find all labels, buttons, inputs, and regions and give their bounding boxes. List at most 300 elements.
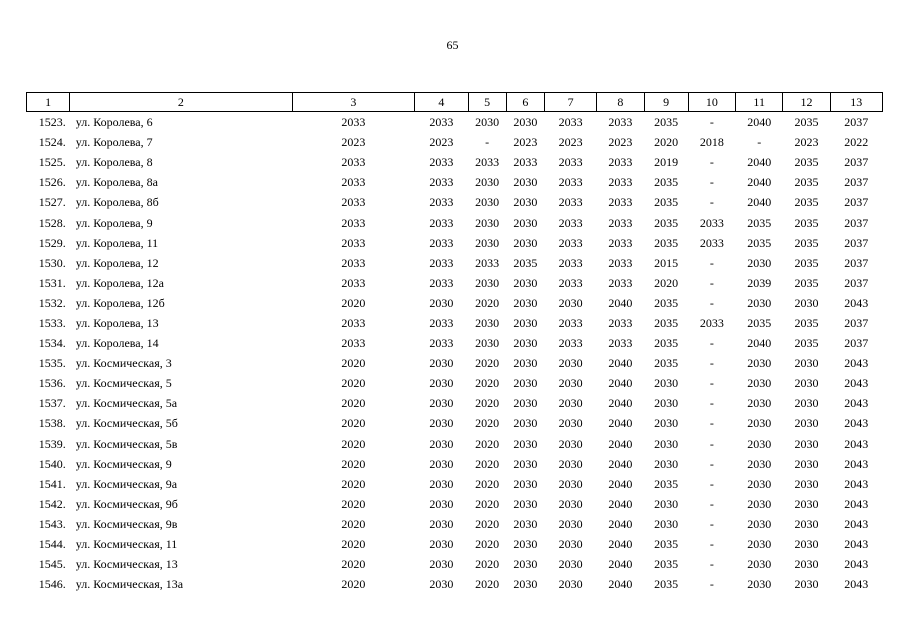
year-cell: 2035: [747, 315, 772, 330]
year-cell: 2033: [608, 315, 633, 330]
year-cell: 2020: [341, 537, 366, 552]
column-header: 9: [644, 93, 688, 112]
year-cell: 2030: [654, 416, 679, 431]
year-cell: -: [709, 516, 714, 531]
year-cell: 2030: [429, 376, 454, 391]
row-number: 1528.: [38, 215, 66, 230]
year-cell: 2030: [747, 295, 772, 310]
year-cell: 2030: [513, 557, 538, 572]
column-header: 1: [27, 93, 70, 112]
year-cell: 2040: [608, 456, 633, 471]
year-cell: 2040: [608, 376, 633, 391]
table-row: [27, 373, 883, 393]
year-cell: 2033: [558, 336, 583, 351]
year-cell: 2035: [747, 215, 772, 230]
year-cell: 2035: [654, 315, 679, 330]
address-cell: ул. Космическая, 9а: [75, 476, 178, 491]
row-number: 1541.: [38, 476, 66, 491]
year-cell: 2035: [794, 235, 819, 250]
header-row: [27, 93, 883, 112]
year-cell: 2043: [844, 557, 869, 572]
year-cell: 2030: [475, 336, 500, 351]
year-cell: 2040: [608, 396, 633, 411]
year-cell: 2030: [475, 315, 500, 330]
year-cell: 2033: [341, 155, 366, 170]
year-cell: 2033: [341, 175, 366, 190]
year-cell: -: [709, 476, 714, 491]
year-cell: 2035: [654, 235, 679, 250]
address-cell: ул. Королева, 12: [75, 255, 159, 270]
year-cell: 2030: [475, 175, 500, 190]
year-cell: 2035: [747, 235, 772, 250]
year-cell: 2043: [844, 396, 869, 411]
address-cell: ул. Королева, 7: [75, 135, 153, 150]
year-cell: 2020: [341, 557, 366, 572]
year-cell: 2030: [513, 275, 538, 290]
year-cell: 2020: [341, 436, 366, 451]
year-cell: 2043: [844, 436, 869, 451]
year-cell: 2030: [794, 557, 819, 572]
row-number: 1532.: [38, 295, 66, 310]
year-cell: 2033: [341, 315, 366, 330]
address-cell: ул. Космическая, 5б: [75, 416, 178, 431]
year-cell: 2030: [794, 376, 819, 391]
year-cell: 2043: [844, 456, 869, 471]
year-cell: 2035: [794, 275, 819, 290]
year-cell: 2037: [844, 315, 869, 330]
year-cell: -: [709, 295, 714, 310]
year-cell: 2030: [475, 115, 500, 130]
row-number: 1546.: [38, 577, 66, 592]
row-number: 1542.: [38, 496, 66, 511]
year-cell: 2030: [513, 376, 538, 391]
row-number: 1538.: [38, 416, 66, 431]
year-cell: 2030: [747, 436, 772, 451]
year-cell: 2030: [747, 255, 772, 270]
year-cell: 2023: [429, 135, 454, 150]
year-cell: 2043: [844, 516, 869, 531]
row-number: 1533.: [38, 315, 66, 330]
address-cell: ул. Королева, 6: [75, 115, 153, 130]
year-cell: 2030: [429, 476, 454, 491]
year-cell: -: [709, 195, 714, 210]
table-row: [27, 293, 883, 313]
year-cell: 2033: [558, 175, 583, 190]
table-body: [27, 112, 883, 595]
year-cell: 2030: [475, 195, 500, 210]
year-cell: 2033: [558, 115, 583, 130]
year-cell: -: [757, 135, 762, 150]
row-number: 1543.: [38, 516, 66, 531]
address-cell: ул. Королева, 8б: [75, 195, 159, 210]
year-cell: 2043: [844, 416, 869, 431]
year-cell: 2040: [747, 115, 772, 130]
year-cell: 2033: [608, 175, 633, 190]
year-cell: 2040: [747, 195, 772, 210]
year-cell: 2033: [341, 235, 366, 250]
year-cell: 2020: [341, 496, 366, 511]
table-row: [27, 253, 883, 273]
year-cell: 2030: [558, 456, 583, 471]
year-cell: 2035: [654, 557, 679, 572]
year-cell: 2037: [844, 336, 869, 351]
year-cell: 2030: [513, 356, 538, 371]
year-cell: 2035: [654, 175, 679, 190]
table-row: [27, 152, 883, 172]
year-cell: -: [709, 255, 714, 270]
year-cell: 2030: [558, 356, 583, 371]
row-number: 1535.: [38, 356, 66, 371]
year-cell: 2033: [429, 175, 454, 190]
year-cell: 2033: [558, 235, 583, 250]
row-number: 1539.: [38, 436, 66, 451]
column-header: 8: [597, 93, 644, 112]
year-cell: 2040: [608, 577, 633, 592]
year-cell: 2033: [341, 215, 366, 230]
year-cell: 2030: [794, 456, 819, 471]
year-cell: 2033: [341, 336, 366, 351]
year-cell: 2035: [654, 336, 679, 351]
year-cell: 2033: [341, 195, 366, 210]
year-cell: 2030: [747, 456, 772, 471]
year-cell: 2020: [654, 275, 679, 290]
year-cell: 2020: [475, 376, 500, 391]
year-cell: -: [709, 436, 714, 451]
year-cell: 2040: [608, 416, 633, 431]
table-row: [27, 534, 883, 554]
address-cell: ул. Космическая, 13: [75, 557, 178, 572]
year-cell: 2033: [608, 115, 633, 130]
address-cell: ул. Королева, 12а: [75, 275, 164, 290]
year-cell: -: [709, 336, 714, 351]
year-cell: 2030: [654, 376, 679, 391]
column-header: 2: [70, 93, 292, 112]
year-cell: 2020: [341, 456, 366, 471]
year-cell: 2035: [794, 215, 819, 230]
year-cell: 2033: [558, 195, 583, 210]
table-row: [27, 474, 883, 494]
year-cell: 2030: [747, 537, 772, 552]
year-cell: 2030: [513, 577, 538, 592]
year-cell: 2043: [844, 376, 869, 391]
year-cell: 2020: [654, 135, 679, 150]
year-cell: 2030: [794, 356, 819, 371]
year-cell: 2033: [429, 315, 454, 330]
year-cell: 2033: [608, 255, 633, 270]
table-row: [27, 212, 883, 232]
year-cell: 2033: [608, 215, 633, 230]
year-cell: 2037: [844, 115, 869, 130]
address-cell: ул. Космическая, 5а: [75, 396, 178, 411]
year-cell: 2019: [654, 155, 679, 170]
year-cell: 2030: [654, 456, 679, 471]
table-row: [27, 132, 883, 152]
address-cell: ул. Королева, 8: [75, 155, 153, 170]
year-cell: 2033: [429, 275, 454, 290]
row-number: 1531.: [38, 275, 66, 290]
year-cell: -: [709, 456, 714, 471]
year-cell: 2040: [608, 557, 633, 572]
address-cell: ул. Королева, 13: [75, 315, 159, 330]
year-cell: 2020: [341, 356, 366, 371]
row-number: 1534.: [38, 336, 66, 351]
year-cell: 2020: [475, 496, 500, 511]
year-cell: 2030: [513, 195, 538, 210]
year-cell: 2030: [429, 295, 454, 310]
year-cell: 2033: [558, 155, 583, 170]
year-cell: 2030: [558, 376, 583, 391]
year-cell: 2033: [429, 336, 454, 351]
year-cell: 2030: [513, 496, 538, 511]
year-cell: 2030: [513, 315, 538, 330]
year-cell: -: [709, 577, 714, 592]
year-cell: 2033: [429, 255, 454, 270]
year-cell: 2033: [699, 235, 724, 250]
row-number: 1526.: [38, 175, 66, 190]
year-cell: 2033: [429, 195, 454, 210]
year-cell: 2020: [341, 516, 366, 531]
year-cell: 2033: [429, 235, 454, 250]
year-cell: 2023: [341, 135, 366, 150]
year-cell: 2035: [794, 195, 819, 210]
address-cell: ул. Космическая, 9б: [75, 496, 178, 511]
year-cell: 2043: [844, 295, 869, 310]
table-row: [27, 574, 883, 594]
year-cell: 2035: [794, 255, 819, 270]
year-cell: 2035: [654, 215, 679, 230]
table-row: [27, 353, 883, 373]
year-cell: 2023: [794, 135, 819, 150]
column-header: 10: [688, 93, 735, 112]
row-number: 1529.: [38, 235, 66, 250]
year-cell: 2030: [513, 175, 538, 190]
year-cell: 2037: [844, 155, 869, 170]
table-row: [27, 413, 883, 433]
year-cell: -: [709, 356, 714, 371]
year-cell: -: [709, 396, 714, 411]
year-cell: 2030: [558, 396, 583, 411]
year-cell: 2030: [429, 456, 454, 471]
year-cell: 2030: [513, 295, 538, 310]
year-cell: 2030: [747, 376, 772, 391]
year-cell: 2033: [558, 255, 583, 270]
year-cell: 2033: [558, 275, 583, 290]
year-cell: 2030: [794, 416, 819, 431]
table-row: [27, 514, 883, 534]
year-cell: 2030: [513, 537, 538, 552]
year-cell: 2030: [654, 516, 679, 531]
year-cell: -: [709, 275, 714, 290]
year-cell: 2033: [699, 315, 724, 330]
year-cell: 2030: [429, 557, 454, 572]
year-cell: 2033: [429, 215, 454, 230]
year-cell: 2015: [654, 255, 679, 270]
year-cell: 2033: [558, 215, 583, 230]
row-number: 1544.: [38, 537, 66, 552]
year-cell: 2030: [747, 577, 772, 592]
address-cell: ул. Космическая, 5в: [75, 436, 178, 451]
row-number: 1525.: [38, 155, 66, 170]
year-cell: 2040: [747, 175, 772, 190]
year-cell: 2030: [558, 295, 583, 310]
address-cell: ул. Космическая, 3: [75, 356, 172, 371]
year-cell: 2039: [747, 275, 772, 290]
row-number: 1545.: [38, 557, 66, 572]
year-cell: -: [485, 135, 490, 150]
year-cell: 2043: [844, 356, 869, 371]
address-cell: ул. Королева, 14: [75, 336, 159, 351]
year-cell: 2035: [654, 476, 679, 491]
table-row: [27, 273, 883, 293]
page-number: 65: [446, 38, 459, 52]
year-cell: 2030: [654, 436, 679, 451]
year-cell: 2043: [844, 577, 869, 592]
year-cell: 2030: [654, 496, 679, 511]
year-cell: 2030: [429, 396, 454, 411]
year-cell: 2030: [794, 516, 819, 531]
year-cell: 2030: [747, 496, 772, 511]
year-cell: 2033: [608, 235, 633, 250]
year-cell: 2030: [513, 416, 538, 431]
year-cell: 2043: [844, 496, 869, 511]
year-cell: 2037: [844, 175, 869, 190]
address-cell: ул. Королева, 9: [75, 215, 153, 230]
year-cell: 2030: [558, 516, 583, 531]
year-cell: -: [709, 115, 714, 130]
year-cell: 2040: [608, 476, 633, 491]
table-row: [27, 454, 883, 474]
year-cell: 2030: [558, 496, 583, 511]
year-cell: 2020: [341, 577, 366, 592]
year-cell: 2023: [513, 135, 538, 150]
year-cell: 2035: [654, 577, 679, 592]
table-row: [27, 494, 883, 514]
year-cell: 2020: [475, 557, 500, 572]
year-cell: -: [709, 557, 714, 572]
year-cell: 2030: [429, 436, 454, 451]
year-cell: 2030: [794, 577, 819, 592]
year-cell: 2030: [747, 396, 772, 411]
table-row: [27, 333, 883, 353]
year-cell: 2033: [341, 115, 366, 130]
year-cell: 2037: [844, 235, 869, 250]
year-cell: 2033: [475, 255, 500, 270]
year-cell: 2035: [794, 115, 819, 130]
column-header: 5: [468, 93, 506, 112]
year-cell: 2040: [747, 336, 772, 351]
year-cell: 2030: [513, 516, 538, 531]
year-cell: 2030: [747, 516, 772, 531]
row-number: 1523.: [38, 115, 66, 130]
year-cell: 2035: [654, 356, 679, 371]
address-cell: ул. Космическая, 9в: [75, 516, 178, 531]
year-cell: 2033: [429, 115, 454, 130]
year-cell: -: [709, 175, 714, 190]
year-cell: 2030: [558, 577, 583, 592]
year-cell: 2030: [794, 476, 819, 491]
table-row: [27, 313, 883, 333]
year-cell: 2030: [558, 537, 583, 552]
year-cell: 2020: [341, 416, 366, 431]
year-cell: 2030: [513, 336, 538, 351]
year-cell: 2020: [475, 456, 500, 471]
year-cell: 2020: [475, 516, 500, 531]
row-number: 1530.: [38, 255, 66, 270]
table-row: [27, 393, 883, 413]
year-cell: 2030: [513, 115, 538, 130]
year-cell: 2030: [429, 496, 454, 511]
year-cell: 2030: [747, 476, 772, 491]
year-cell: 2018: [699, 135, 724, 150]
year-cell: 2037: [844, 195, 869, 210]
year-cell: 2030: [513, 436, 538, 451]
year-cell: 2040: [608, 537, 633, 552]
year-cell: 2030: [794, 537, 819, 552]
year-cell: -: [709, 537, 714, 552]
year-cell: 2030: [558, 416, 583, 431]
year-cell: 2035: [794, 155, 819, 170]
year-cell: 2035: [654, 537, 679, 552]
year-cell: 2033: [341, 275, 366, 290]
year-cell: 2020: [475, 356, 500, 371]
year-cell: 2030: [475, 215, 500, 230]
year-cell: 2030: [794, 396, 819, 411]
year-cell: 2040: [608, 496, 633, 511]
address-cell: ул. Космическая, 11: [75, 537, 178, 552]
year-cell: 2030: [794, 436, 819, 451]
table-row: [27, 434, 883, 454]
year-cell: 2033: [699, 215, 724, 230]
year-cell: 2022: [844, 135, 869, 150]
year-cell: 2033: [608, 275, 633, 290]
year-cell: 2043: [844, 537, 869, 552]
year-cell: -: [709, 376, 714, 391]
year-cell: 2030: [513, 215, 538, 230]
year-cell: 2030: [654, 396, 679, 411]
year-cell: 2033: [608, 155, 633, 170]
address-cell: ул. Космическая, 13а: [75, 577, 184, 592]
year-cell: 2033: [475, 155, 500, 170]
year-cell: 2037: [844, 275, 869, 290]
year-cell: 2030: [475, 275, 500, 290]
column-header: 11: [736, 93, 783, 112]
year-cell: 2033: [558, 315, 583, 330]
year-cell: 2020: [475, 436, 500, 451]
year-cell: 2035: [654, 195, 679, 210]
year-cell: 2035: [794, 175, 819, 190]
year-cell: 2030: [429, 516, 454, 531]
year-cell: -: [709, 496, 714, 511]
year-cell: 2033: [608, 336, 633, 351]
year-cell: 2030: [558, 436, 583, 451]
table-row: [27, 172, 883, 192]
year-cell: 2023: [558, 135, 583, 150]
year-cell: 2033: [608, 195, 633, 210]
year-cell: 2035: [654, 295, 679, 310]
year-cell: 2030: [429, 356, 454, 371]
year-cell: 2030: [513, 235, 538, 250]
column-header: 7: [544, 93, 596, 112]
year-cell: 2020: [341, 295, 366, 310]
row-number: 1536.: [38, 376, 66, 391]
table-row: [27, 233, 883, 253]
year-cell: 2020: [341, 476, 366, 491]
year-cell: 2030: [747, 557, 772, 572]
address-cell: ул. Королева, 12б: [75, 295, 165, 310]
year-cell: 2035: [654, 115, 679, 130]
year-cell: 2040: [608, 295, 633, 310]
year-cell: 2030: [747, 356, 772, 371]
